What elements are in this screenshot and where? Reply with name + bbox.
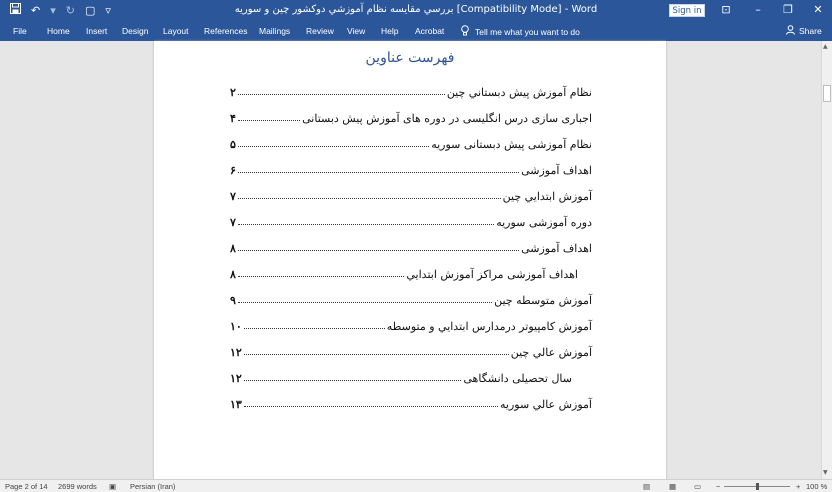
toc-entry-text: آموزش عالي چين [510, 346, 592, 359]
toc-page-number: ۸ [230, 268, 236, 281]
toc-entry-text: اجباری سازی درس انگليسی در دوره های آموزش پيش دبستانی [302, 112, 592, 125]
web-layout-icon[interactable]: ▭ [694, 482, 702, 491]
language-indicator[interactable]: Persian (Iran) [130, 482, 176, 491]
toc-leader [238, 224, 494, 225]
word-count[interactable]: 2699 words [58, 482, 97, 491]
toc-page-number: ۸ [230, 242, 236, 255]
title-bar [0, 0, 832, 22]
toc-leader [238, 198, 501, 199]
share-label: Share [799, 26, 822, 36]
toc-entry-text: آموزش متوسطه چين [494, 294, 592, 307]
toc-entry[interactable] [230, 157, 592, 177]
toc-entry[interactable] [230, 391, 592, 411]
customize-qat-icon[interactable]: ▿ [105, 4, 111, 17]
toc-page-number: ۶ [230, 164, 236, 177]
zoom-out-button[interactable]: − [716, 482, 721, 491]
toc-entry-text: اهداف آموزشی مراكز آموزش ابتدايي [406, 268, 578, 281]
toc-entry-text: آموزش ابتدايي چين [502, 190, 592, 203]
toc-leader [238, 120, 300, 121]
tab-layout[interactable]: Layout [163, 26, 189, 36]
page-count[interactable]: Page 2 of 14 [5, 482, 48, 491]
toc-entry-text: نظام آموزشی پيش دبستانی سوريه [431, 138, 592, 151]
document-page[interactable] [154, 41, 666, 479]
redo-icon[interactable]: ↻ [65, 4, 75, 17]
toc-leader [238, 94, 445, 95]
toc-entry-text: نظام آموزش پيش دبستاني چين [446, 86, 592, 99]
print-icon[interactable]: ▢ [84, 4, 96, 17]
document-title: بررسي مقايسه نظام آموزشي دوكشور چين و سوريه [Compatibility Mode] - Word [234, 4, 598, 15]
toc-leader [238, 250, 519, 251]
toc-page-number: ۱۳ [230, 398, 242, 411]
zoom-in-button[interactable]: + [796, 482, 801, 491]
ribbon-display-options-icon[interactable]: ⊡ [721, 3, 731, 16]
toc-entry-text: آموزش كامپيوتر درمدارس ابتدايي و متوسطه [386, 320, 592, 333]
tab-references[interactable]: References [204, 26, 248, 36]
toc-page-number: ۷ [230, 190, 236, 203]
toc-page-number: ۷ [230, 216, 236, 229]
share-button[interactable] [786, 25, 822, 37]
vertical-scrollbar[interactable] [821, 41, 832, 479]
toc-entry[interactable] [230, 79, 592, 99]
toc-page-number: ۱۲ [230, 346, 242, 359]
toc-entry[interactable] [230, 105, 592, 125]
toc-entry[interactable] [230, 131, 592, 151]
toc-leader [244, 406, 498, 407]
toc-entry[interactable] [230, 339, 592, 359]
toc-leader [238, 302, 492, 303]
zoom-level[interactable]: 100 % [806, 482, 828, 491]
tell-me-search[interactable] [461, 25, 580, 38]
toc-entry-text: اهداف آموزشی [521, 164, 592, 177]
tab-help[interactable]: Help [381, 26, 399, 36]
toc-entry[interactable] [230, 235, 592, 255]
read-mode-icon[interactable]: ▤ [643, 482, 651, 491]
toc-leader [244, 328, 385, 329]
toc-page-number: ۹ [230, 294, 236, 307]
tell-me-label: Tell me what you want to do [475, 26, 580, 37]
toc-leader [238, 146, 429, 147]
ribbon-tabs [0, 22, 832, 41]
toc-leader [238, 172, 519, 173]
tab-acrobat[interactable]: Acrobat [415, 26, 445, 36]
zoom-slider-thumb[interactable] [756, 483, 759, 490]
scroll-down-icon[interactable]: ▼ [823, 469, 828, 476]
person-icon [786, 25, 795, 37]
toc-leader [244, 380, 462, 381]
toc-title: فهرست عناوين [365, 50, 455, 66]
tab-mailings[interactable]: Mailings [259, 26, 291, 36]
minimize-icon[interactable]: – [755, 3, 761, 16]
toc-entry[interactable] [230, 313, 592, 333]
scrollbar-thumb[interactable] [823, 85, 831, 102]
lightbulb-icon [461, 25, 469, 38]
sign-in-button[interactable]: Sign in [669, 4, 705, 17]
undo-icon[interactable]: ↶ [31, 4, 41, 17]
toc-page-number: ۲ [230, 86, 236, 99]
toc-entry-text: سال تحصيلی دانشگاهی [463, 372, 572, 385]
toc-entry-text: اهداف آموزشی [521, 242, 592, 255]
status-bar [0, 479, 832, 492]
proofing-icon[interactable]: ▣ [109, 482, 117, 491]
toc-leader [244, 354, 509, 355]
close-icon[interactable]: ✕ [813, 3, 823, 16]
toc-entry[interactable] [230, 261, 592, 281]
toc-entry[interactable] [230, 365, 592, 385]
toc-entry-text: دوره آموزشی سوريه [496, 216, 592, 229]
toc-page-number: ۴ [230, 112, 236, 125]
print-layout-icon[interactable]: ▦ [669, 482, 677, 491]
toc-page-number: ۱۰ [230, 320, 242, 333]
toc-entry[interactable] [230, 287, 592, 307]
undo-dropdown-icon[interactable]: ▾ [50, 4, 56, 17]
toc-page-number: ۵ [230, 138, 236, 151]
tab-file[interactable]: File [13, 26, 27, 36]
toc-page-number: ۱۲ [230, 372, 242, 385]
tab-review[interactable]: Review [306, 26, 334, 36]
tab-view[interactable]: View [347, 26, 366, 36]
tab-design[interactable]: Design [122, 26, 149, 36]
toc-entry[interactable] [230, 209, 592, 229]
tab-home[interactable]: Home [47, 26, 70, 36]
tab-insert[interactable]: Insert [86, 26, 108, 36]
toc-entry-text: آموزش عالي سوريه [500, 398, 592, 411]
toc-entry[interactable] [230, 183, 592, 203]
toc-leader [238, 276, 404, 277]
restore-icon[interactable]: ❐ [783, 3, 793, 16]
scroll-up-icon[interactable]: ▲ [823, 43, 828, 50]
